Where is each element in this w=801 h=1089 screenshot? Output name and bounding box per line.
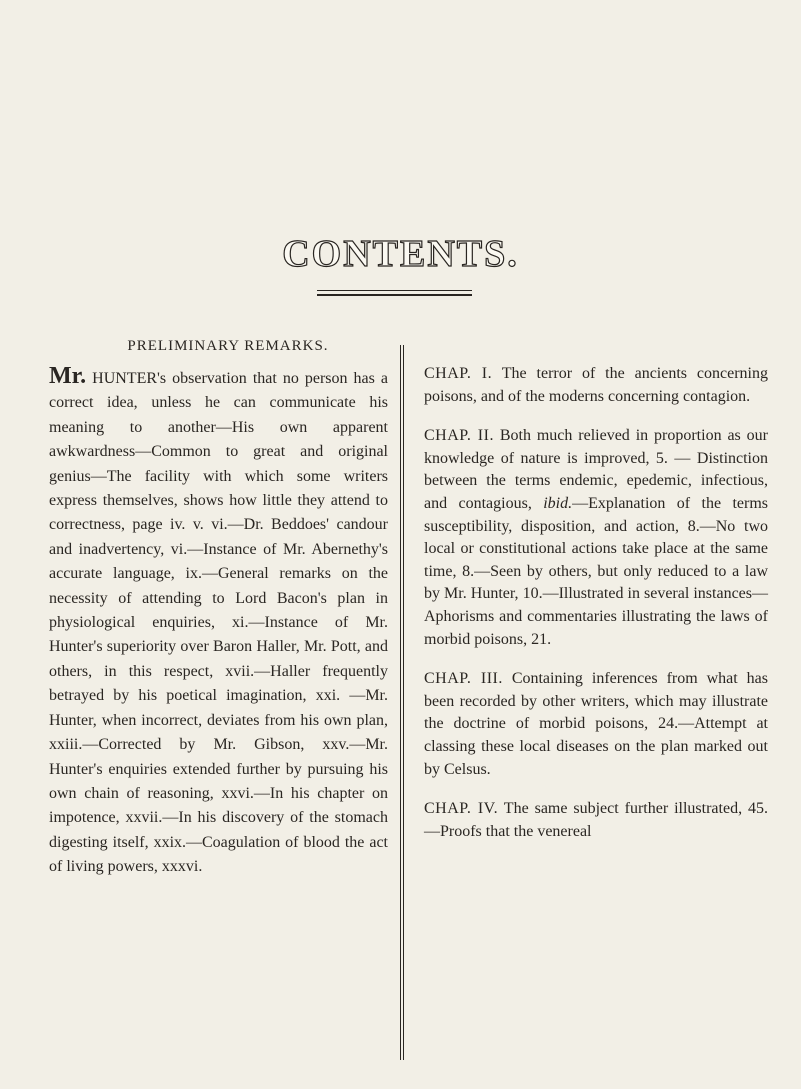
chapter-summary: The same subject further illustrated, 45.—Proofs that the venereal <box>424 800 768 840</box>
chapter-summary-italic: ibid. <box>543 494 573 512</box>
chapter-label: CHAP. II. <box>424 427 494 445</box>
drop-initial: Mr. <box>49 363 87 389</box>
chapter-entry-1 <box>424 363 768 408</box>
column-divider-right <box>403 345 404 1060</box>
chapter-entry-4 <box>424 798 768 843</box>
chapter-entry-2 <box>424 425 768 651</box>
preliminary-remarks-body: HUNTER's observation that no person has a correct idea, unless he can communicate his meaning to another—His own apparent awkwardness—Common to great and original genius—The facility with which some writers express themselves, shows how little they attend to correctness, page iv. v. vi.—Dr. Beddoes' candour and inadvertency, vi.—Instance of Mr. Abernethy's accurate language, ix.—General remarks on the necessity of attending to Lord Bacon's plan in physiological enquiries, xi.—Instance of Mr. Hunter's superiority over Baron Haller, Mr. Pott, and others, in this respect, xvii.—Haller frequently betrayed by his poetical imagination, xxi. —Mr. Hunter, when incorrect, deviates from his own plan, xxiii.—Corrected by Mr. Gibson, xxv.—Mr. Hunter's enquiries extended further by pursuing his own chain of reasoning, xxvi.—In his chapter on impotence, xxvii.—In his discovery of the stomach digesting itself, xxix.—Coagulation of blood the act of living powers, xxxvi. <box>49 370 388 876</box>
column-divider-left <box>400 345 401 1060</box>
preliminary-remarks-heading: PRELIMINARY REMARKS. <box>127 338 329 354</box>
chapter-summary: The terror of the ancients concerning poisons, and of the moderns concerning contagion. <box>424 365 769 405</box>
preliminary-remarks-text <box>49 364 388 880</box>
title-rule-thick <box>317 294 472 296</box>
chapter-label: CHAP. I. <box>424 365 493 382</box>
page-title: CONTENTS. <box>282 233 519 275</box>
chapter-summary: Containing inferences from what has been recorded by other writers, which may illustrate the doctrine of morbid poisons, 24.—Attempt at classing these local diseases on the plan marked out by Celsus. <box>424 670 769 778</box>
chapter-summary: Both much relieved in proportion as our knowledge of nature is improved, 5. — Distinction between the terms endemic, epedemic, infectious, and contagious, <box>424 427 768 512</box>
chapter-label: CHAP. IV. <box>424 800 499 818</box>
chapters-column <box>424 363 768 860</box>
chapter-label: CHAP. III. <box>424 670 503 688</box>
title-rule-thin <box>317 290 472 291</box>
chapter-entry-3 <box>424 668 768 781</box>
chapter-summary-continued: —Explanation of the terms susceptibility, disposition, and action, 8.—No two local or constitutional actions take place at the same time, 8.—Seen by others, but only reduced to a law by Mr. Hunter, 10.—Illustrated in several instances—Aphorisms and commentaries illustrating the laws of morbid poisons, 21. <box>424 494 768 648</box>
